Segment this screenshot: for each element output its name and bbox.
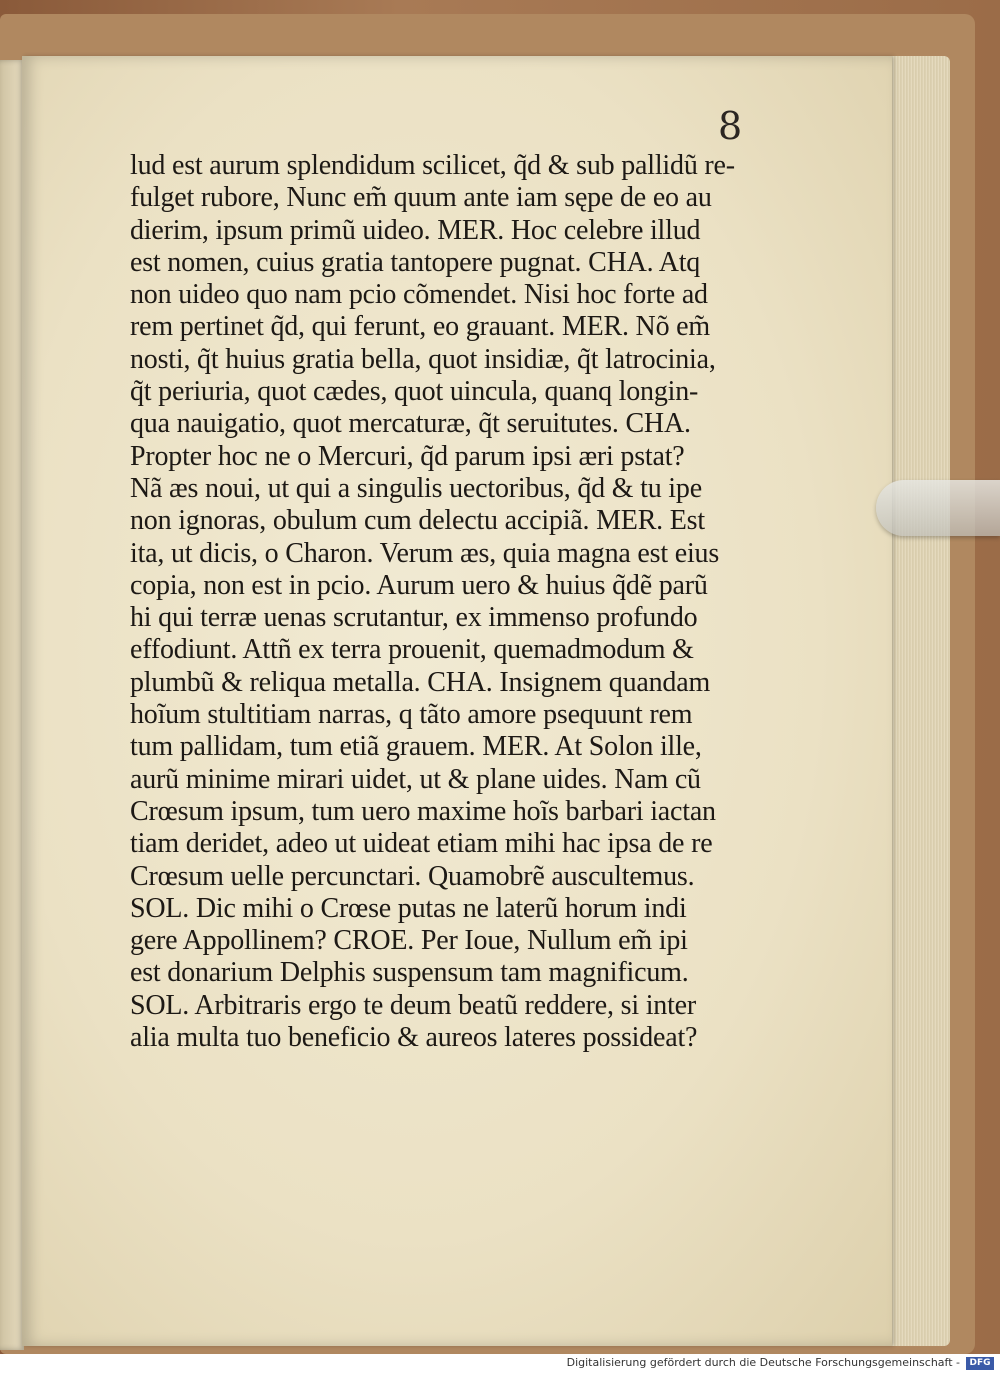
page-clip: [876, 480, 1000, 536]
text-line: alia multa tuo beneficio & aureos lateres possideat?: [130, 1022, 698, 1054]
text-line: Crœsum ipsum, tum uero maxime hoĩs barbari iactan: [130, 795, 716, 827]
facing-page-edge: [0, 60, 24, 1350]
text-line: plumbũ & reliqua metalla. CHA. Insignem quandam: [130, 666, 711, 698]
text-line: est nomen, cuius gratia tantopere pugnat. CHA. Atq: [130, 246, 701, 278]
text-block: [130, 150, 740, 1054]
text-line: effodiunt. Attñ ex terra prouenit, quemadmodum &: [130, 634, 694, 666]
text-line: gere Appollinem? CROE. Per Ioue, Nullum em̃ ipi: [130, 925, 688, 957]
text-line: ita, ut dicis, o Charon. Verum æs, quia magna est eius: [130, 537, 720, 569]
funding-credit: Digitalisierung gefördert durch die Deutsche Forschungsgemeinschaft -: [566, 1356, 960, 1369]
text-line: nosti, q̃t huius gratia bella, quot insidiæ, q̃t latrocinia,: [130, 343, 716, 375]
folio-number: 8: [718, 104, 743, 148]
dfg-logo-icon: DFG: [966, 1357, 994, 1370]
text-line: SOL. Arbitraris ergo te deum beatũ reddere, si inter: [130, 989, 697, 1021]
text-line: copia, non est in pcio. Aurum uero & huius q̃dẽ parũ: [130, 569, 708, 601]
text-line: hi qui terræ uenas scrutantur, ex immenso profundo: [130, 602, 698, 634]
text-line: dierim, ipsum primũ uideo. MER. Hoc celebre illud: [130, 214, 701, 246]
text-line: Propter hoc ne o Mercuri, q̃d parum ipsi æri pstat?: [130, 440, 685, 472]
footer-bar: [0, 1354, 1000, 1374]
text-line: q̃t periuria, quot cædes, quot uincula, quanq longin-: [130, 376, 699, 408]
text-line: tiam deridet, adeo ut uideat etiam mihi hac ipsa de re: [130, 828, 713, 860]
text-line: qua nauigatio, quot mercaturæ, q̃t seruitutes. CHA.: [130, 408, 691, 440]
text-line: est donarium Delphis suspensum tam magnificum.: [130, 957, 689, 989]
text-line: aurũ minime mirari uidet, ut & plane uides. Nam cũ: [130, 763, 701, 795]
text-line: Crœsum uelle percunctari. Quamobrẽ auscultemus.: [130, 860, 695, 892]
text-line: lud est aurum splendidum scilicet, q̃d & sub pallidũ re-: [130, 150, 735, 181]
text-line: tum pallidam, tum etiã grauem. MER. At Solon ille,: [130, 731, 702, 763]
text-line: hoĩum stultitiam narras, q tãto amore psequunt rem: [130, 699, 693, 731]
text-line: non uideo quo nam pcio cõmendet. Nisi hoc forte ad: [130, 279, 708, 311]
text-line: SOL. Dic mihi o Crœse putas ne laterũ horum indi: [130, 892, 687, 924]
text-line: Nã æs noui, ut qui a singulis uectoribus, q̃d & tu ipe: [130, 472, 702, 504]
text-line: rem pertinet q̃d, qui ferunt, eo grauant. MER. Nõ em̃: [130, 311, 710, 343]
text-line: fulget rubore, Nunc em̃ quum ante iam sępe de eo au: [130, 182, 712, 214]
text-line: non ignoras, obulum cum delectu accipiã. MER. Est: [130, 505, 705, 537]
